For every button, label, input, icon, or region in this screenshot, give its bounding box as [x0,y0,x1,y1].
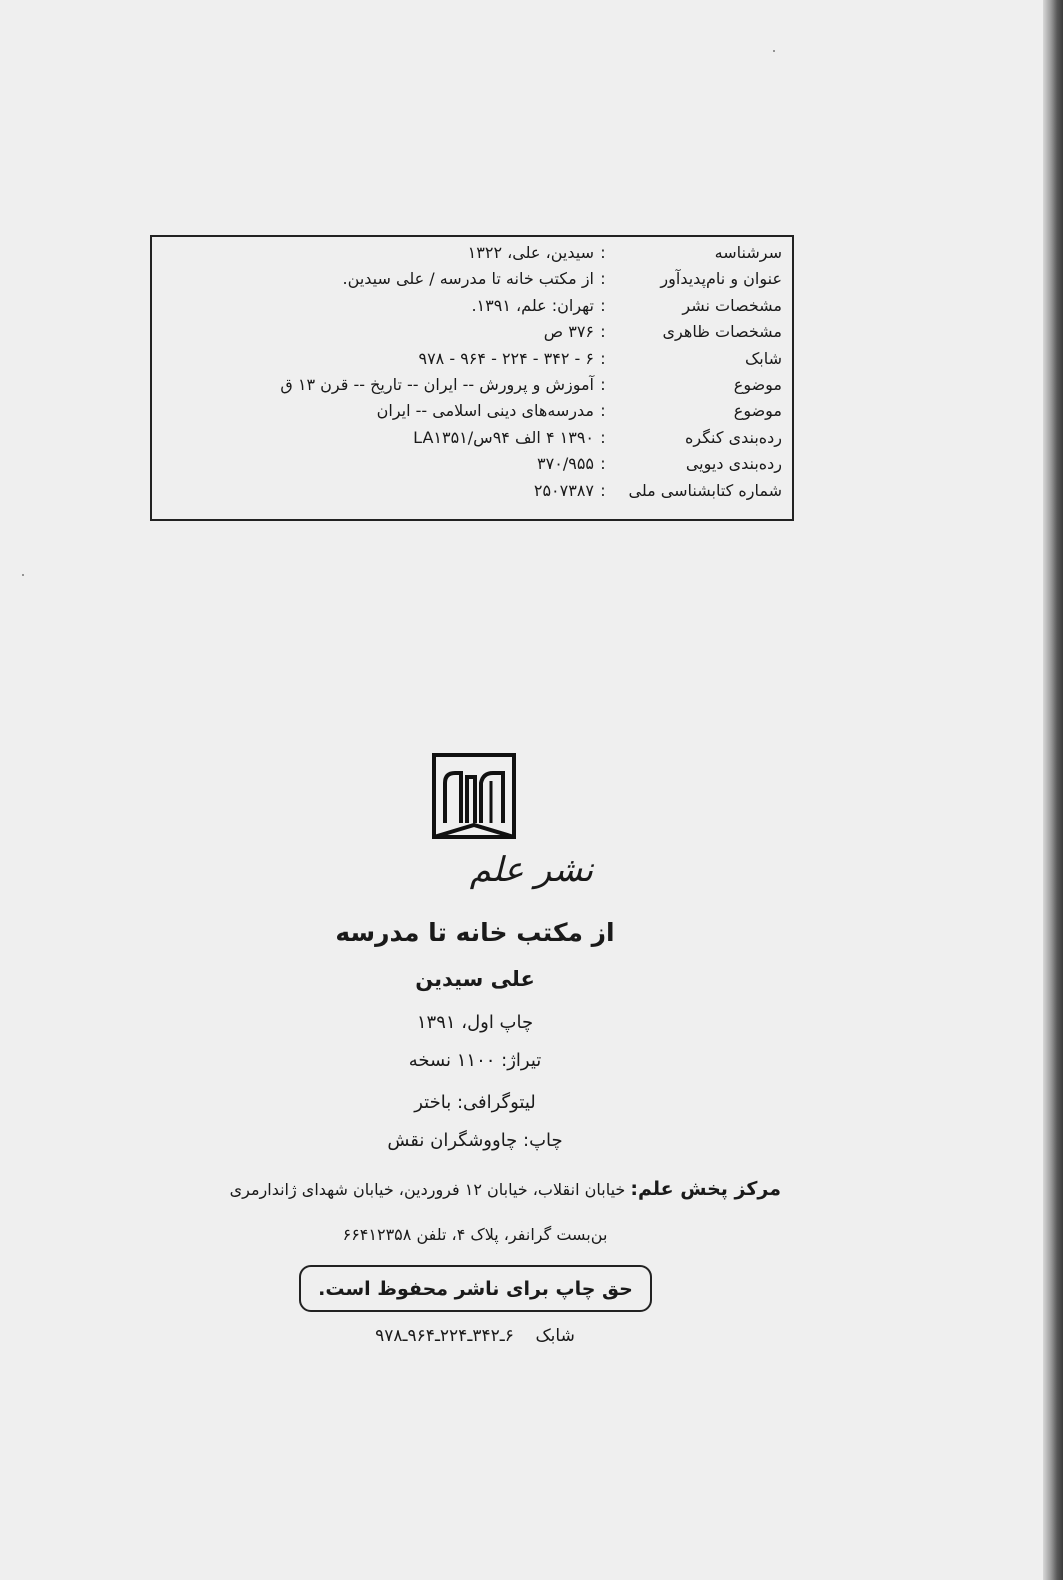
lithography-line: لیتوگرافی: باختر [414,1092,536,1113]
cip-row [160,243,782,269]
scan-speck [773,50,775,52]
scan-speck [22,574,24,576]
page-edge-shadow [1043,0,1063,1580]
book-author: علی سیدین [415,967,535,991]
cip-value: آموزش و پرورش -- ایران -- تاریخ -- قرن ۱۳ ق [280,374,594,394]
print-run-line: تیراژ: ۱۱۰۰ نسخه [408,1050,542,1071]
cip-label: شماره کتابشناسی ملی [628,480,782,500]
cip-row [160,454,782,480]
isbn-footer-value: ۶ـ۳۴۲ـ۲۲۴ـ۹۶۴ـ۹۷۸ [375,1326,514,1346]
cip-value: تهران: علم، ۱۳۹۱. [471,295,594,315]
copyright-notice [299,1265,652,1312]
cip-row [160,401,782,427]
book-title: از مکتب خانه تا مدرسه [335,918,615,947]
cip-value: ۱۳۹۰ ۴ الف ۹۴س/LA۱۳۵۱ [413,427,594,447]
cip-colon: : [600,269,606,289]
cip-value: ۶ - ۳۴۲ - ۲۲۴ - ۹۶۴ - ۹۷۸ [418,348,594,368]
cip-row [160,296,782,322]
cip-row [160,269,782,295]
distribution-address-line2: بن‌بست گرانفر، پلاک ۴، تلفن ۶۶۴۱۲۳۵۸ [342,1225,608,1244]
cip-colon: : [600,243,606,262]
cip-value: ۳۷۰/۹۵۵ [537,454,594,474]
cip-colon: : [600,295,606,315]
distribution-address [230,1178,781,1200]
cip-colon: : [600,427,606,447]
cip-row [160,322,782,348]
cip-value: مدرسه‌های دینی اسلامی -- ایران [376,401,594,421]
cip-row [160,349,782,375]
cip-label: موضوع [733,401,782,421]
cip-label: مشخصات ظاهری [662,322,782,342]
distribution-address-line1: خیابان انقلاب، خیابان ۱۲ فروردین، خیابان شهدای ژاندارمری [229,1180,626,1199]
cip-label: شابک [744,348,782,368]
cip-value: از مکتب خانه تا مدرسه / علی سیدین. [342,269,594,289]
cip-colon: : [600,374,606,394]
cip-colon: : [600,348,606,368]
cip-label: عنوان و نام‌پدیدآور [660,269,782,289]
isbn-footer-label: شابک [535,1326,575,1346]
cip-row [160,428,782,454]
cip-label: رده‌بندی دیویی [685,454,782,474]
copyright-text: حق چاپ برای ناشر محفوظ است. [318,1277,633,1300]
cip-value: سیدین، علی، ۱۳۲۲ [467,243,594,262]
cip-colon: : [600,480,606,500]
cip-label: مشخصات نشر [682,295,782,315]
cip-label: رده‌بندی کنگره [684,427,782,447]
cip-value: ۳۷۶ ص [543,322,594,342]
cip-colon: : [600,401,606,421]
printing-line: چاپ: چاووشگران نقش [387,1130,563,1151]
edition-line: چاپ اول، ۱۳۹۱ [416,1012,534,1033]
cip-row [160,375,782,401]
publisher-logo-icon [431,753,517,839]
cip-colon: : [600,454,606,474]
cip-label: موضوع [733,374,782,394]
cip-value: ۲۵۰۷۳۸۷ [533,480,594,500]
cip-row [160,481,782,507]
cataloging-in-publication-box [150,235,794,521]
publisher-brand: نشر علم [469,850,594,890]
cip-colon: : [600,322,606,342]
distribution-heading: مرکز پخش علم: [630,1178,781,1200]
isbn-footer [0,1326,950,1346]
cip-label: سرشناسه [714,243,782,262]
